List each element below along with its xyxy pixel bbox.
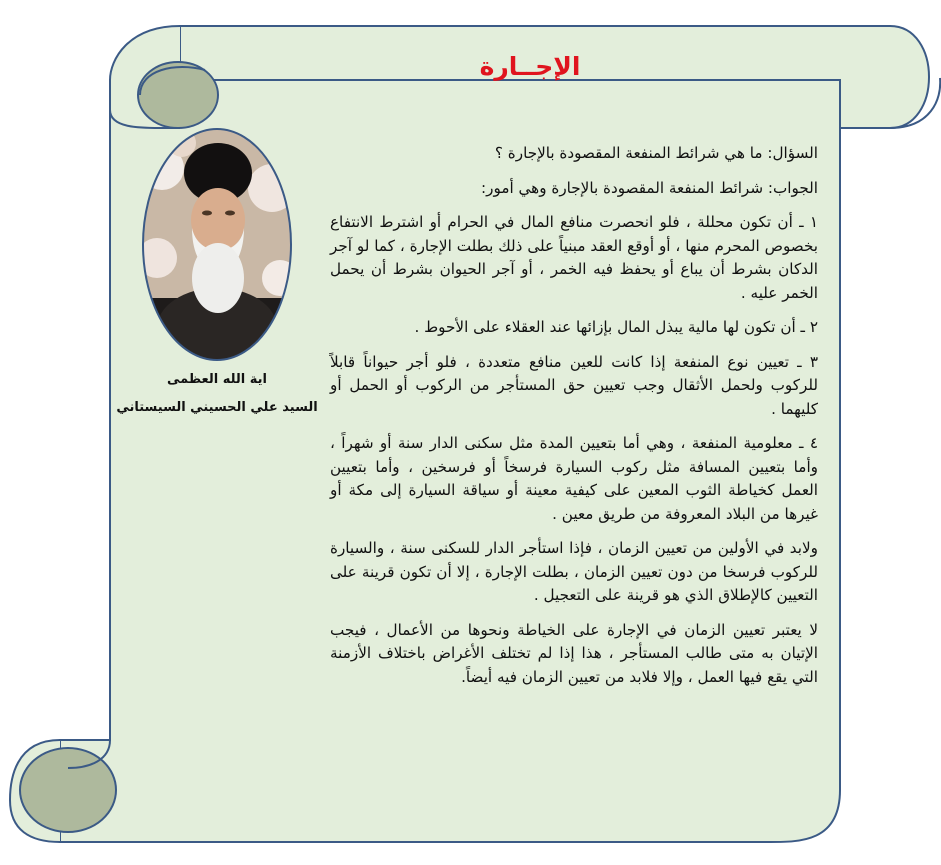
condition-2-paragraph: ٢ ـ أن تكون لها مالية يبذل المال بإزائها عند العقلاء على الأحوط . bbox=[414, 318, 818, 336]
question-paragraph: السؤال: ما هي شرائط المنفعة المقصودة بالإجارة ؟ bbox=[494, 144, 818, 162]
portrait-caption bbox=[112, 372, 322, 428]
scroll-bottom-curl-roll bbox=[20, 748, 116, 832]
answer-paragraph: الجواب: شرائط المنفعة المقصودة بالإجارة وهي أمور: bbox=[481, 178, 818, 197]
portrait-image bbox=[142, 128, 292, 361]
condition-4-paragraph: ٤ ـ معلومية المنفعة ، وهي أما بتعيين المدة مثل سكنى الدار سنة أو شهراً ، وأما بتعيين المسافة مثل ركوب السيارة فرسخاً أو فرسخين ، وأما بتعيين العمل كخياطة الثوب المعين على كيفية معينة أو سياقة السيارة إلى مكة أو غيرها من البلاد المعروفة من طريق معين . bbox=[330, 434, 818, 523]
article-body bbox=[330, 142, 818, 700]
time-requirement-paragraph: ولابد في الأولين من تعيين الزمان ، فإذا استأجر الدار للسكنى سنة ، والسيارة للركوب فرسخا من دون تعيين الزمان ، بطلت الإجارة ، إلا أن تكون قرينة على التعيين كالإطلاق الذي هو قرينة على التعجيل . bbox=[330, 539, 818, 604]
condition-3-paragraph: ٣ ـ تعيين نوع المنفعة إذا كانت للعين منافع متعددة ، فلو أجر حيواناً قابلاً للركوب ولحمل الأثقال وجب تعيين حق المستأجر من الركوب أو الحمل أو كليهما . bbox=[330, 352, 818, 418]
scroll-top-curl-roll bbox=[138, 62, 218, 128]
page-title: الإجــارة bbox=[479, 52, 581, 81]
tailoring-paragraph: لا يعتبر تعيين الزمان في الإجارة على الخياطة ونحوها من الأعمال ، فيجب الإتيان به متى طالب المستأجر ، هذا إذا لم تختلف الأغراض باختلاف الأزمنة التي يقع فيها العمل ، وإلا فلابد من تعيين الزمان فيه أيضاً. bbox=[330, 620, 818, 686]
condition-1-paragraph: ١ ـ أن تكون محللة ، فلو انحصرت منافع المال في الحرام أو اشترط الانتفاع بخصوص المحرم منها ، أو أوقع العقد مبنياً على ذلك بطلت الإجارة ، كما لو آجر الدكان بشرط أن يباع أو يحفظ فيه الخمر ، أو آجر الحيوان بشرط أن يحمل الخمر عليه . bbox=[330, 213, 818, 302]
caption-name: السيد علي الحسيني السيستاني bbox=[116, 400, 318, 415]
caption-title: اية الله العظمى bbox=[166, 372, 267, 387]
